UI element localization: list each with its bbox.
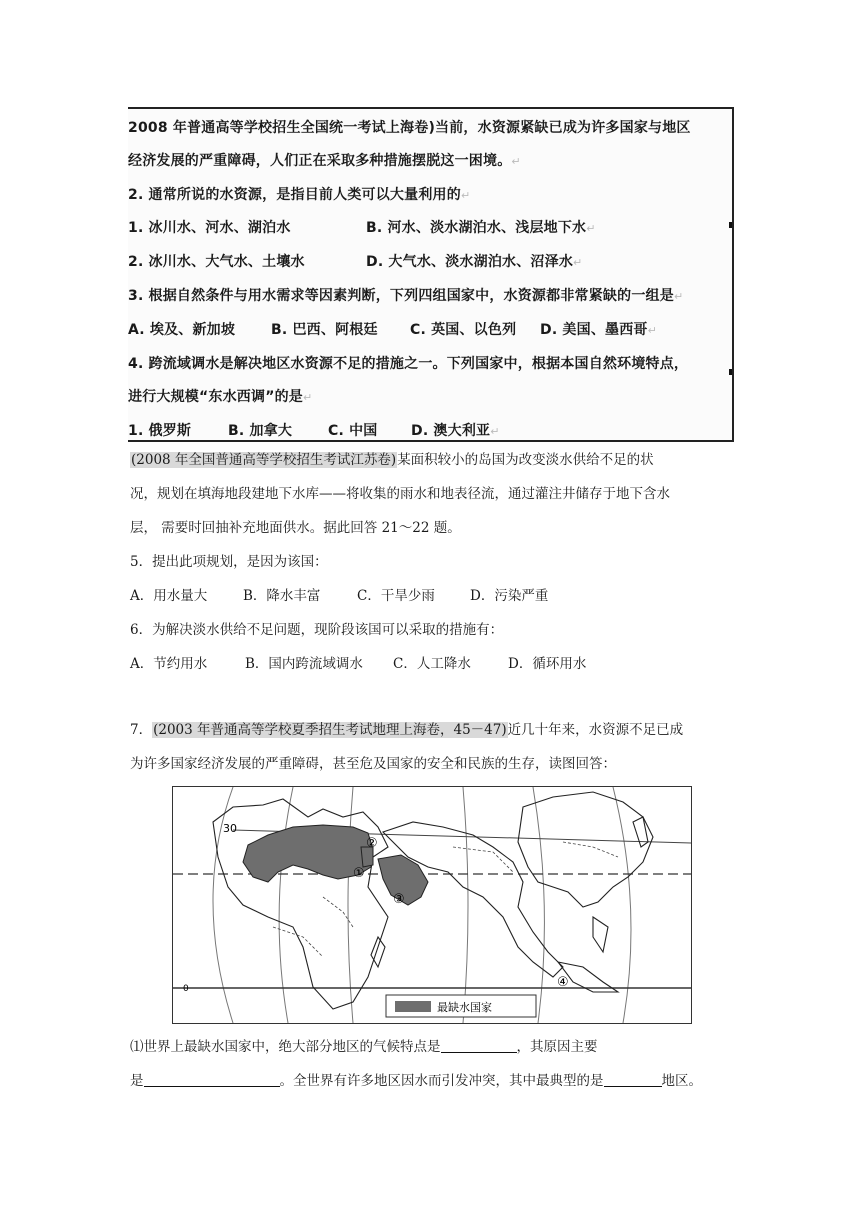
scan-option-a: 1. 冰川水、河水、湖泊水 xyxy=(128,220,291,236)
q6-option-c: C．人工降水 xyxy=(393,656,471,672)
q6-option-b: B．国内跨流域调水 xyxy=(245,656,363,672)
marker-1: ① xyxy=(353,866,365,881)
marker-3: ③ xyxy=(393,892,405,907)
scan-q3-option-c: C. 英国、以色列 xyxy=(410,322,517,338)
map-legend xyxy=(386,995,536,1017)
scan-option-b: B. 河水、淡水湖泊水、浅层地下水 xyxy=(366,220,587,236)
lat-0-label: 0 xyxy=(183,984,189,994)
passage-line-2: 况，规划在填海地段建地下水库——将收集的雨水和地表径流，通过灌注井储存于地下含水 xyxy=(130,486,670,502)
scan-q4-option-b: B. 加拿大 xyxy=(228,423,293,439)
passage-line-3: 层， 需要时回抽补充地面供水。据此回答 21～22 题。 xyxy=(130,520,461,536)
scan-q3-option-a: A. 埃及、新加坡 xyxy=(128,322,236,338)
scan-question-4: 4. 跨流域调水是解决地区水资源不足的措施之一。下列国家中，根据本国自然环境特点， xyxy=(128,356,689,372)
scan-question-2: 2. 通常所说的水资源，是指目前人类可以大量利用的 xyxy=(128,187,461,203)
question-5-options xyxy=(130,586,736,606)
answer-blank-3[interactable] xyxy=(604,1072,662,1087)
scan-q3-option-d: D. 美国、墨西哥 xyxy=(540,322,648,338)
scan-marker xyxy=(729,369,734,375)
scan-option-c: 2. 冰川水、大气水、土壤水 xyxy=(128,254,305,270)
scan-q4-option-d: D. 澳大利亚 xyxy=(411,423,491,439)
q5-option-b: B．降水丰富 xyxy=(243,588,321,604)
marker-4: ④ xyxy=(557,975,569,990)
scan-option-d: D. 大气水、淡水湖泊水、沼泽水 xyxy=(366,254,574,270)
scanned-question-block: 2008 年普通高等学校招生全国统一考试上海卷)当前，水资源紧缺已成为许多国家与地区 经济发展的严重障碍，人们正在采取多种措施摆脱这一困境。↵ 2. 通常所说的水资源，是指目前人类可以大量利用的↵ 1. 冰川水、河水、湖泊水 B. 河水、淡水湖泊水、浅层地下水↵ 2. 冰川水、大气水、土壤水 D. 大气水、淡水湖泊水、沼泽水↵ 3. 根据自然条件与用水需求等因素判断，下列四组国家中，水资源都非常紧缺的一组是↵ A. 埃及、新加坡 B. 巴西、阿根廷 C. 英国、以色列 D. 美国、墨西哥↵ 4. 跨流域调水是解决地区水资源不足的措施之一。下列国家中，根据本国自然环境特点， 进行大规模“东水西调”的是↵ 1. 俄罗斯 B. 加拿大 C. 中国 D. 澳大利亚↵ xyxy=(128,107,734,442)
q6-option-a: A．节约用水 xyxy=(130,656,208,672)
passage-line-1: (2008 年全国普通高等学校招生考试江苏卷)某面积较小的岛国为改变淡水供给不足的状 xyxy=(131,452,654,468)
water-scarcity-map xyxy=(172,786,692,1024)
legend-swatch xyxy=(395,1001,431,1012)
lat-30-label: 30 xyxy=(223,822,237,835)
scan-marker xyxy=(729,222,734,228)
scan-q4-option-c: C. 中国 xyxy=(328,423,378,439)
q5-option-c: C．干旱少雨 xyxy=(357,588,435,604)
q6-option-d: D．循环用水 xyxy=(508,656,587,672)
question-7-line-2: 为许多国家经济发展的严重障碍，甚至危及国家的安全和民族的生存，读图回答： xyxy=(130,756,616,772)
scan-question-4-cont: 进行大规模“东水西调”的是 xyxy=(128,389,304,405)
q7-source-tag: (2003 年普通高等学校夏季招生考试地理上海卷，45－47) xyxy=(153,722,507,738)
answer-blank-1[interactable] xyxy=(441,1038,517,1053)
question-5-stem: 5．提出此项规划，是因为该国： xyxy=(130,554,328,570)
scan-q3-option-b: B. 巴西、阿根廷 xyxy=(271,322,378,338)
scan-line-1: 2008 年普通高等学校招生全国统一考试上海卷)当前，水资源紧缺已成为许多国家与地区 xyxy=(128,120,691,136)
marker-2: ② xyxy=(366,836,378,851)
q5-option-d: D．污染严重 xyxy=(470,588,549,604)
q5-option-a: A．用水量大 xyxy=(130,588,208,604)
source-tag: (2008 年全国普通高等学校招生考试江苏卷) xyxy=(131,452,397,468)
question-7-1-line-2: 是 。全世界有许多地区因水而引发冲突，其中最典型的是 地区。 xyxy=(130,1073,702,1089)
scan-question-3: 3. 根据自然条件与用水需求等因素判断，下列四组国家中，水资源都非常紧缺的一组是 xyxy=(128,288,674,304)
question-7-line-1: 7．(2003 年普通高等学校夏季招生考试地理上海卷，45－47)近几十年来，水资源不足已成 xyxy=(130,722,684,738)
question-6-stem: 6．为解决淡水供给不足问题，现阶段该国可以采取的措施有： xyxy=(130,622,504,638)
answer-blank-2[interactable] xyxy=(144,1072,280,1087)
scan-line-2: 经济发展的严重障碍，人们正在采取多种措施摆脱这一困境。 xyxy=(128,153,512,169)
scan-q4-option-a: 1. 俄罗斯 xyxy=(128,423,192,439)
question-7-1-line-1: ⑴世界上最缺水国家中，绝大部分地区的气候特点是 ，其原因主要 xyxy=(130,1039,598,1055)
map-svg xyxy=(173,787,691,1023)
paragraph-mark: ↵ xyxy=(511,155,521,168)
legend-label: 最缺水国家 xyxy=(437,1001,492,1014)
question-6-options xyxy=(130,654,736,674)
